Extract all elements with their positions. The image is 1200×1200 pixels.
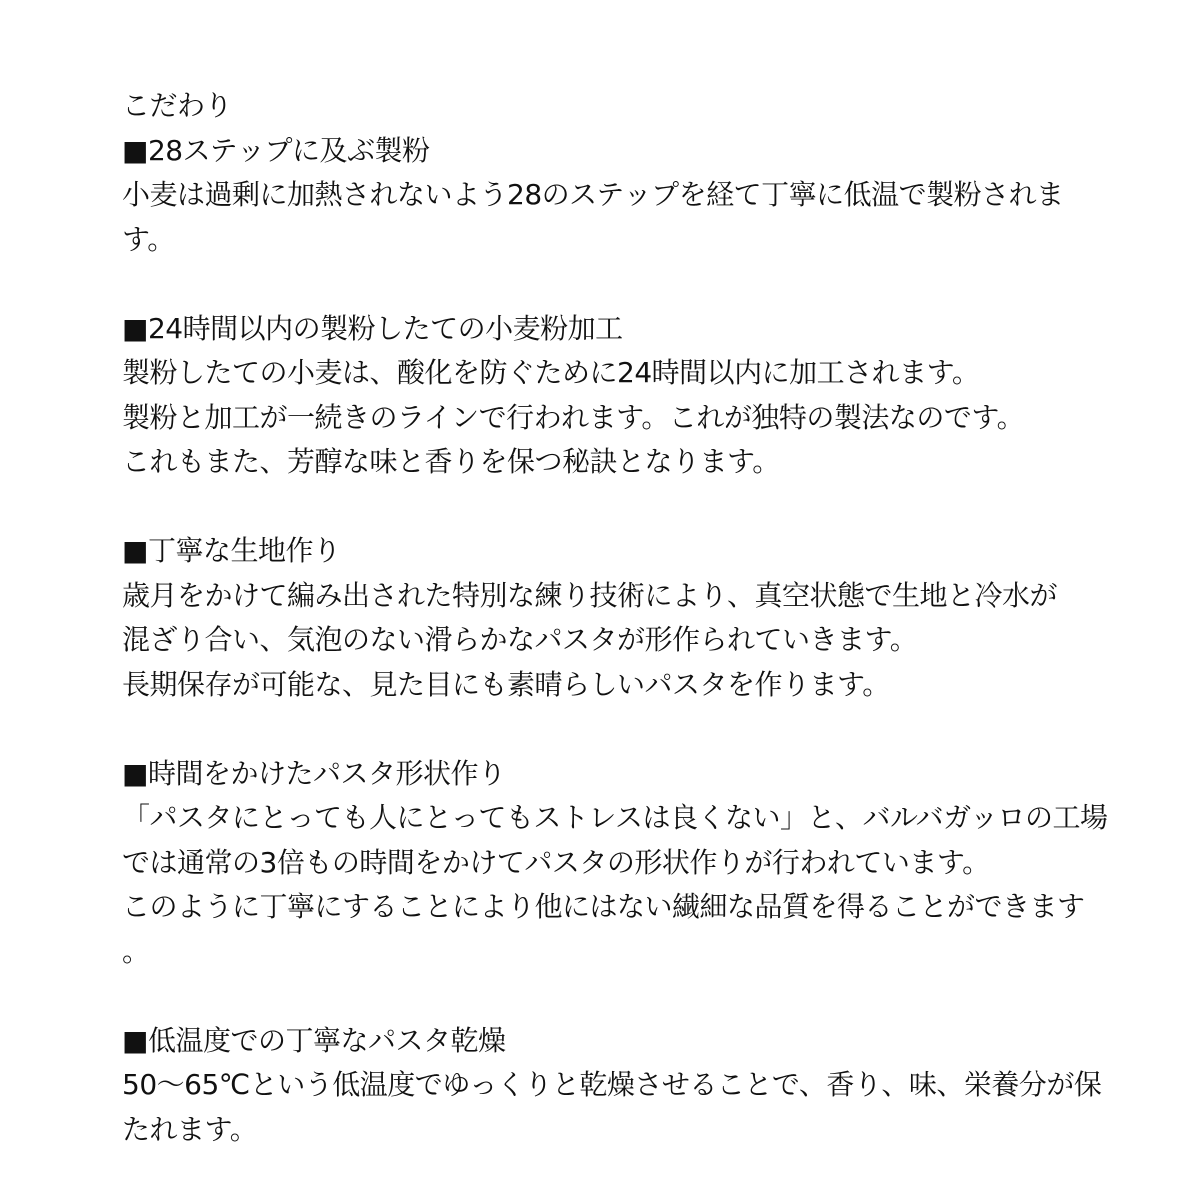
section-text-line: 製粉と加工が一続きのラインで行われます。これが独特の製法なのです。 <box>122 400 1025 434</box>
section-text-line: 歳月をかけて編み出された特別な練り技術により、真空状態で生地と冷水が <box>122 578 1058 612</box>
section-text-line: では通常の3倍もの時間をかけてパスタの形状作りが行われています。 <box>122 845 990 879</box>
section-spacer <box>122 262 1122 307</box>
section-spacer <box>122 707 1122 752</box>
section-text-line: 混ざり合い、気泡のない滑らかなパスタが形作られていきます。 <box>122 623 918 656</box>
section-text-line: 「パスタにとっても人にとってもストレスは良くない」と、バルバガッロの工場 <box>122 801 1108 834</box>
section-text-line: す。 <box>122 222 175 256</box>
section-text-line: 製粉したての小麦は、酸化を防ぐために24時間以内に加工されます。 <box>122 356 980 389</box>
section-heading: ■低温度での丁寧なパスタ乾燥 <box>122 1023 506 1057</box>
section-heading: ■時間をかけたパスタ形状作り <box>122 756 506 790</box>
document-body <box>122 84 1122 1152</box>
section-heading: ■24時間以内の製粉したての小麦粉加工 <box>122 311 623 345</box>
section-spacer <box>122 974 1122 1019</box>
document-title: こだわり <box>122 89 233 122</box>
section-text-line: これもまた、芳醇な味と香りを保つ秘訣となります。 <box>122 445 780 478</box>
section-text-line: このように丁寧にすることにより他にはない繊細な品質を得ることができます <box>122 890 1085 923</box>
section-heading: ■丁寧な生地作り <box>122 534 341 567</box>
section-text-line: 。 <box>122 934 150 968</box>
section-spacer <box>122 485 1122 530</box>
section-text-line: たれます。 <box>122 1112 258 1146</box>
section-text-line: 長期保存が可能な、見た目にも素晴らしいパスタを作ります。 <box>122 667 890 701</box>
section-text-line: 50～65℃という低温度でゆっくりと乾燥させることで、香り、味、栄養分が保 <box>122 1068 1102 1101</box>
section-heading: ■28ステップに及ぶ製粉 <box>122 133 430 167</box>
section-text-line: 小麦は過剰に加熱されないよう28のステップを経て丁寧に低温で製粉されま <box>122 178 1064 211</box>
